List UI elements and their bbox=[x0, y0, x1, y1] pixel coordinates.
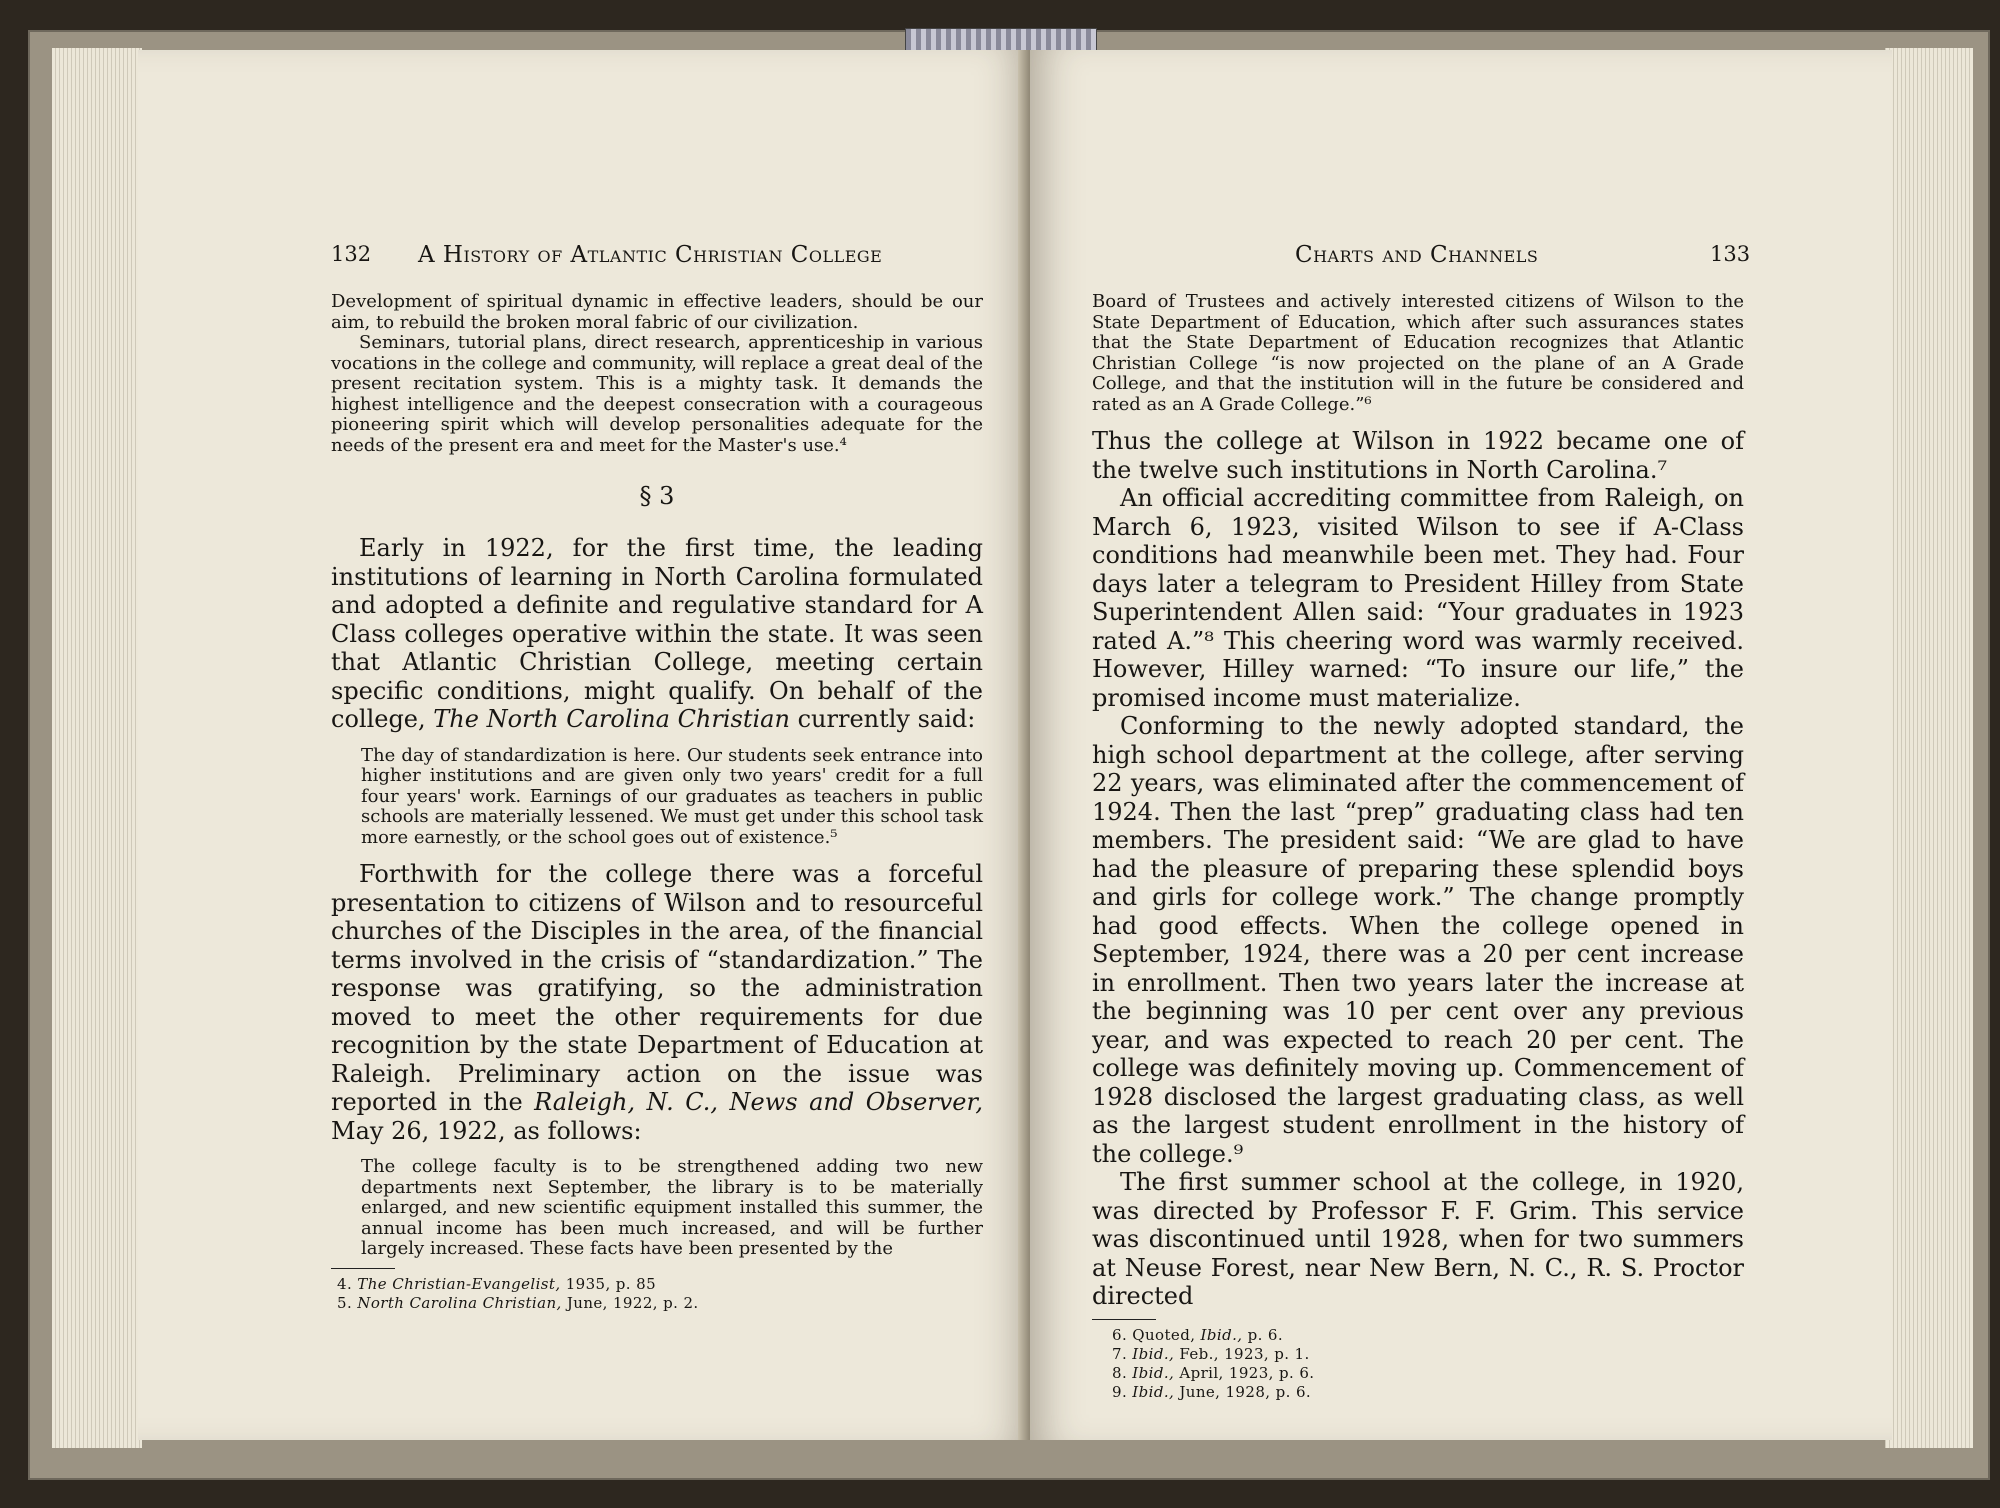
page-number-right: 133 bbox=[1710, 242, 1751, 266]
section-heading: § 3 bbox=[639, 482, 675, 510]
paragraph: Forthwith for the college there was a forceful presentation to citizens of Wilson and to resourceful churches of the Disciples in the area, of the financial terms involved in the crisis of “standardization.” The response was gratifying, so the administration moved to meet the other requirements for due recognition by the state Department of Education at Raleigh. Preliminary action on the issue was reported in the Raleigh, N. C., News and Observer, May 26, 1922, as follows: bbox=[331, 860, 983, 1145]
block-quote: The college faculty is to be strengthened adding two new departments next September, the library is to be materially enlarged, and new scientific equipment installed this summer, the annual income has been much increased, and will be further largely increased. These facts have been presented by the bbox=[361, 1156, 983, 1259]
left-text-column bbox=[331, 292, 983, 1313]
footnote: 9. Ibid., June, 1928, p. 6. bbox=[1112, 1382, 1312, 1401]
footnote: 6. Quoted, Ibid., p. 6. bbox=[1112, 1325, 1284, 1344]
paragraph: Early in 1922, for the first time, the leading institutions of learning in North Carolina formulated and adopted a definite and regulative standard for A Class colleges operative within the state. It was seen that Atlantic Christian College, meeting certain specific conditions, might qualify. On behalf of the college, The North Carolina Christian currently said: bbox=[331, 534, 983, 733]
right-page bbox=[1030, 50, 1892, 1440]
paragraph: The first summer school at the college, in 1920, was directed by Professor F. F. Grim. This service was discontinued until 1928, when for two summers at Neuse Forest, near New Bern, N. C., R. S. Proctor directed bbox=[1092, 1168, 1744, 1310]
paragraph: Conforming to the newly adopted standard, the high school department at the college, after serving 22 years, was eliminated after the commencement of 1924. Then the last “prep” graduating class had ten members. The president said: “We are glad to have had the pleasure of preparing these splendid boys and girls for college work.” The change promptly had good effects. When the college opened in September, 1924, there was a 20 per cent increase in enrollment. Then two years later the increase at the beginning was 10 per cent over any previous year, and was expected to reach 20 per cent. The college was definitely moving up. Commencement of 1928 disclosed the largest graduating class, as well as the largest student enrollment in the history of the college.⁹ bbox=[1092, 712, 1744, 1168]
right-text-column bbox=[1092, 292, 1744, 1402]
left-page bbox=[138, 50, 1030, 1440]
page-edges-left bbox=[52, 48, 142, 1448]
block-quote: The day of standardization is here. Our students seek entrance into higher institutions and are given only two years' credit for a full four years' work. Earnings of our graduates as teachers in public schools are materially lessened. We must get under this school task more earnestly, or the school goes out of existence.⁵ bbox=[361, 744, 983, 848]
footnote-rule bbox=[1092, 1319, 1156, 1320]
page-edges-right bbox=[1885, 48, 1973, 1448]
block-quote-continuation: Board of Trustees and actively interested citizens of Wilson to the State Department of Education, which after such assurances states that the State Department of Education recognizes that Atlantic Christian College “is now projected on the plane of an A Grade College, and that the institution will in the future be considered and rated as an A Grade College.”⁶ bbox=[1092, 291, 1744, 415]
footnote: 8. Ibid., April, 1923, p. 6. bbox=[1112, 1363, 1315, 1382]
page-number-left: 132 bbox=[331, 242, 372, 266]
running-head-left: A History of Atlantic Christian College bbox=[418, 242, 883, 268]
footnote-rule bbox=[331, 1268, 395, 1269]
footnote: 4. The Christian-Evangelist, 1935, p. 85 bbox=[337, 1274, 657, 1293]
block-quote-continuation: Seminars, tutorial plans, direct research, apprenticeship in various vocations in the college and community, will replace a great deal of the present recitation system. This is a mighty task. It demands the highest intelligence and the deepest consecration with a courageous pioneering spirit which will develop personalities adequate for the needs of the present era and meet for the Master's use.⁴ bbox=[331, 332, 983, 456]
paragraph: Thus the college at Wilson in 1922 became one of the twelve such institutions in North Carolina.⁷ bbox=[1092, 427, 1744, 484]
footnote: 5. North Carolina Christian, June, 1922, p. 2. bbox=[337, 1293, 699, 1312]
block-quote-intro: Development of spiritual dynamic in effective leaders, should be our aim, to rebuild the broken moral fabric of our civilization. bbox=[331, 291, 983, 333]
paragraph: An official accrediting committee from Raleigh, on March 6, 1923, visited Wilson to see if A-Class conditions had meanwhile been met. They had. Four days later a telegram to President Hilley from State Superintendent Allen said: “Your graduates in 1923 rated A.”⁸ This cheering word was warmly received. However, Hilley warned: “To insure our life,” the promised income must materialize. bbox=[1092, 484, 1744, 712]
footnote: 7. Ibid., Feb., 1923, p. 1. bbox=[1112, 1344, 1310, 1363]
running-head-right: Charts and Channels bbox=[1295, 242, 1539, 268]
